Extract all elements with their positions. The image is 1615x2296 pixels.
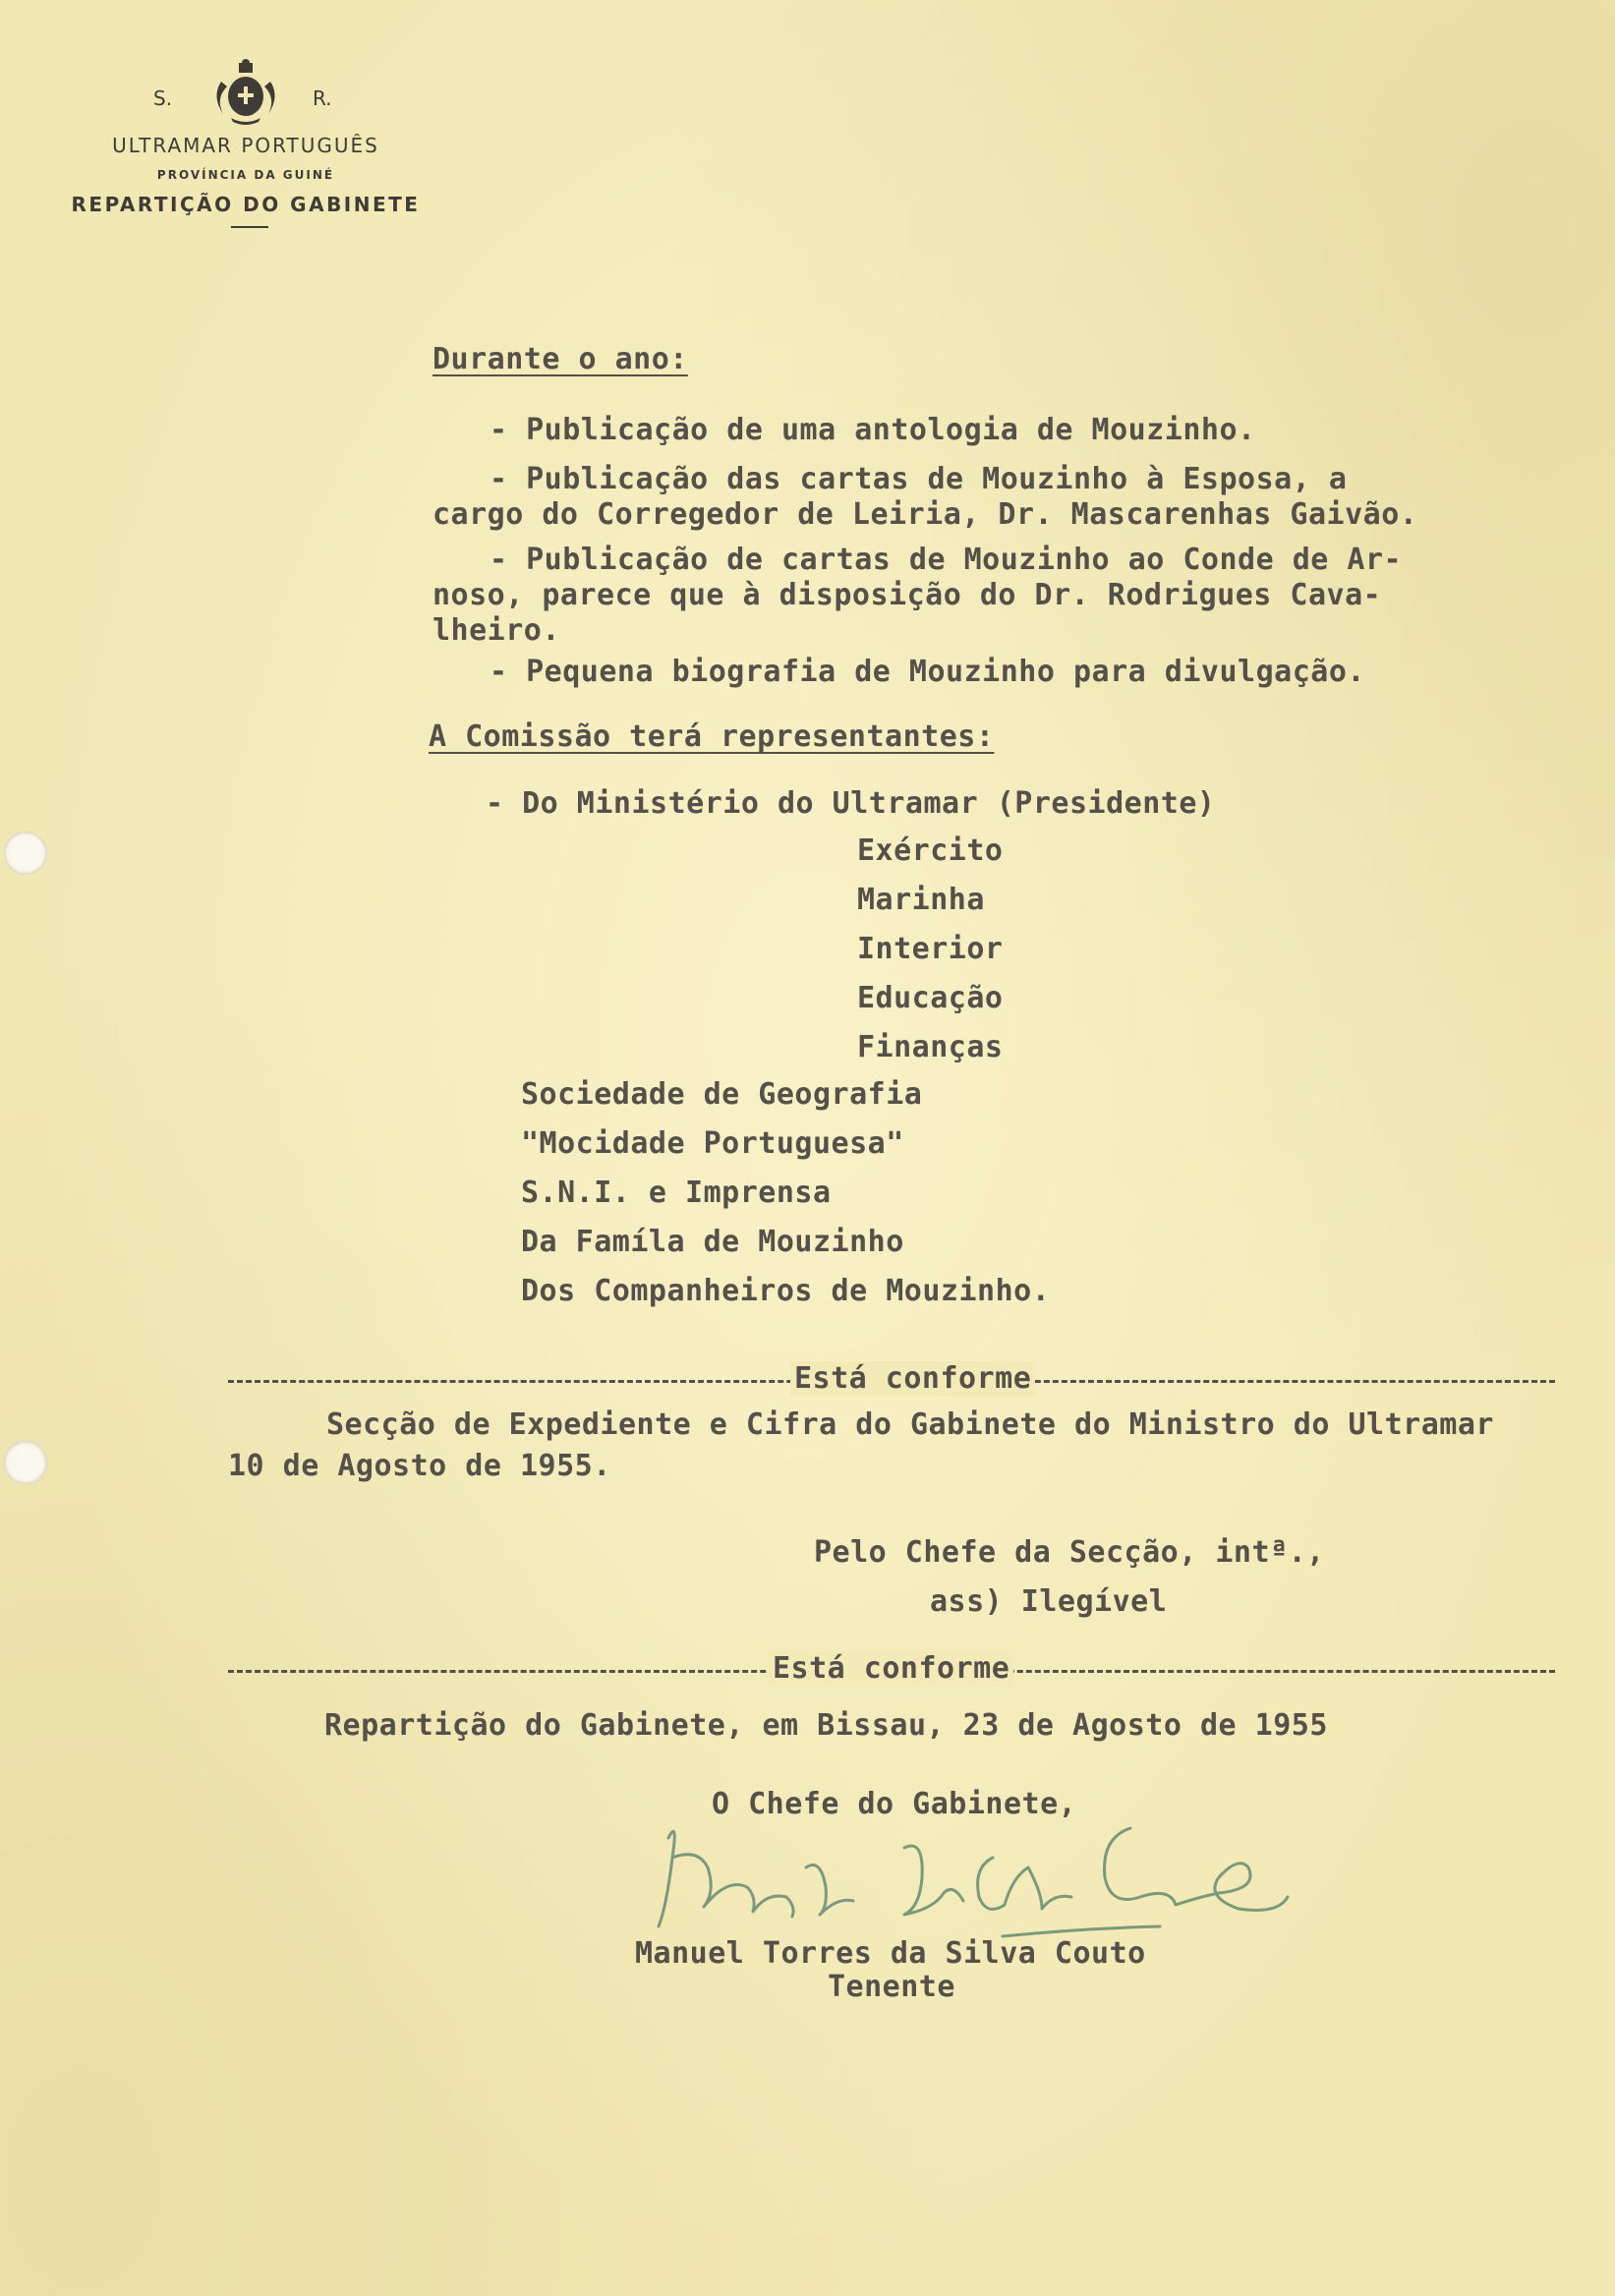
list-item-continuation: noso, parece que à disposição do Dr. Rodrigues Cava- bbox=[433, 578, 1382, 612]
letterhead-subtitle: PROVÍNCIA DA GUINÉ bbox=[156, 168, 335, 182]
ministry-item: Exército bbox=[857, 833, 1004, 868]
representative-item: Sociedade de Geografia bbox=[521, 1077, 923, 1112]
certification-line: Secção de Expediente e Cifra do Gabinete do Ministro do Ultramar bbox=[326, 1407, 1494, 1442]
representative-item: S.N.I. e Imprensa bbox=[521, 1176, 832, 1210]
signatory-rank: Tenente bbox=[828, 1970, 955, 2004]
list-item-continuation: lheiro. bbox=[433, 613, 560, 648]
certification-date: 10 de Agosto de 1955. bbox=[228, 1449, 611, 1483]
place-date: Repartição do Gabinete, em Bissau, 23 de Agosto de 1955 bbox=[324, 1708, 1328, 1743]
punch-hole-bottom bbox=[4, 1441, 47, 1484]
ministry-item: Interior bbox=[857, 932, 1004, 966]
letterhead-initial-r: R. bbox=[313, 86, 332, 110]
representative-item: "Mocidade Portuguesa" bbox=[521, 1126, 904, 1161]
signature-note: ass) Ilegível bbox=[930, 1584, 1168, 1619]
representative-item: - Do Ministério do Ultramar (Presidente) bbox=[486, 786, 1216, 821]
letterhead-initial-s: S. bbox=[153, 86, 173, 110]
representative-item: Dos Companheiros de Mouzinho. bbox=[521, 1274, 1051, 1308]
list-item: - Publicação de uma antologia de Mouzinho. bbox=[490, 413, 1256, 447]
list-item: - Publicação das cartas de Mouzinho à Esposa, a bbox=[490, 462, 1348, 496]
list-item: - Publicação de cartas de Mouzinho ao Conde de Ar- bbox=[490, 543, 1403, 577]
punch-hole-top bbox=[4, 832, 47, 875]
coat-of-arms-icon bbox=[202, 57, 290, 126]
representative-item: Da Famíla de Mouzinho bbox=[521, 1225, 904, 1259]
signatory-name: Manuel Torres da Silva Couto bbox=[635, 1936, 1146, 1971]
conforme-label: Está conforme bbox=[790, 1361, 1035, 1397]
section-heading-durante: Durante o ano: bbox=[433, 342, 688, 376]
letterhead-rule bbox=[231, 226, 268, 228]
signatory-title: O Chefe do Gabinete, bbox=[712, 1787, 1077, 1821]
ministry-item: Educação bbox=[857, 981, 1004, 1015]
letterhead-title: ULTRAMAR PORTUGUÊS bbox=[112, 134, 379, 157]
ministry-item: Finanças bbox=[857, 1030, 1004, 1064]
list-item: - Pequena biografia de Mouzinho para divulgação. bbox=[490, 655, 1365, 689]
list-item-continuation: cargo do Corregedor de Leiria, Dr. Mascarenhas Gaivão. bbox=[433, 497, 1418, 532]
signed-by: Pelo Chefe da Secção, intª., bbox=[814, 1535, 1325, 1570]
handwritten-signature bbox=[609, 1799, 1317, 1956]
conforme-rule-1 bbox=[228, 1361, 1555, 1396]
letterhead-department: REPARTIÇÃO DO GABINETE bbox=[71, 193, 421, 216]
ministry-item: Marinha bbox=[857, 883, 985, 917]
conforme-rule-2 bbox=[228, 1651, 1555, 1686]
section-heading-comissao: A Comissão terá representantes: bbox=[429, 719, 995, 754]
conforme-label: Está conforme bbox=[769, 1651, 1013, 1687]
